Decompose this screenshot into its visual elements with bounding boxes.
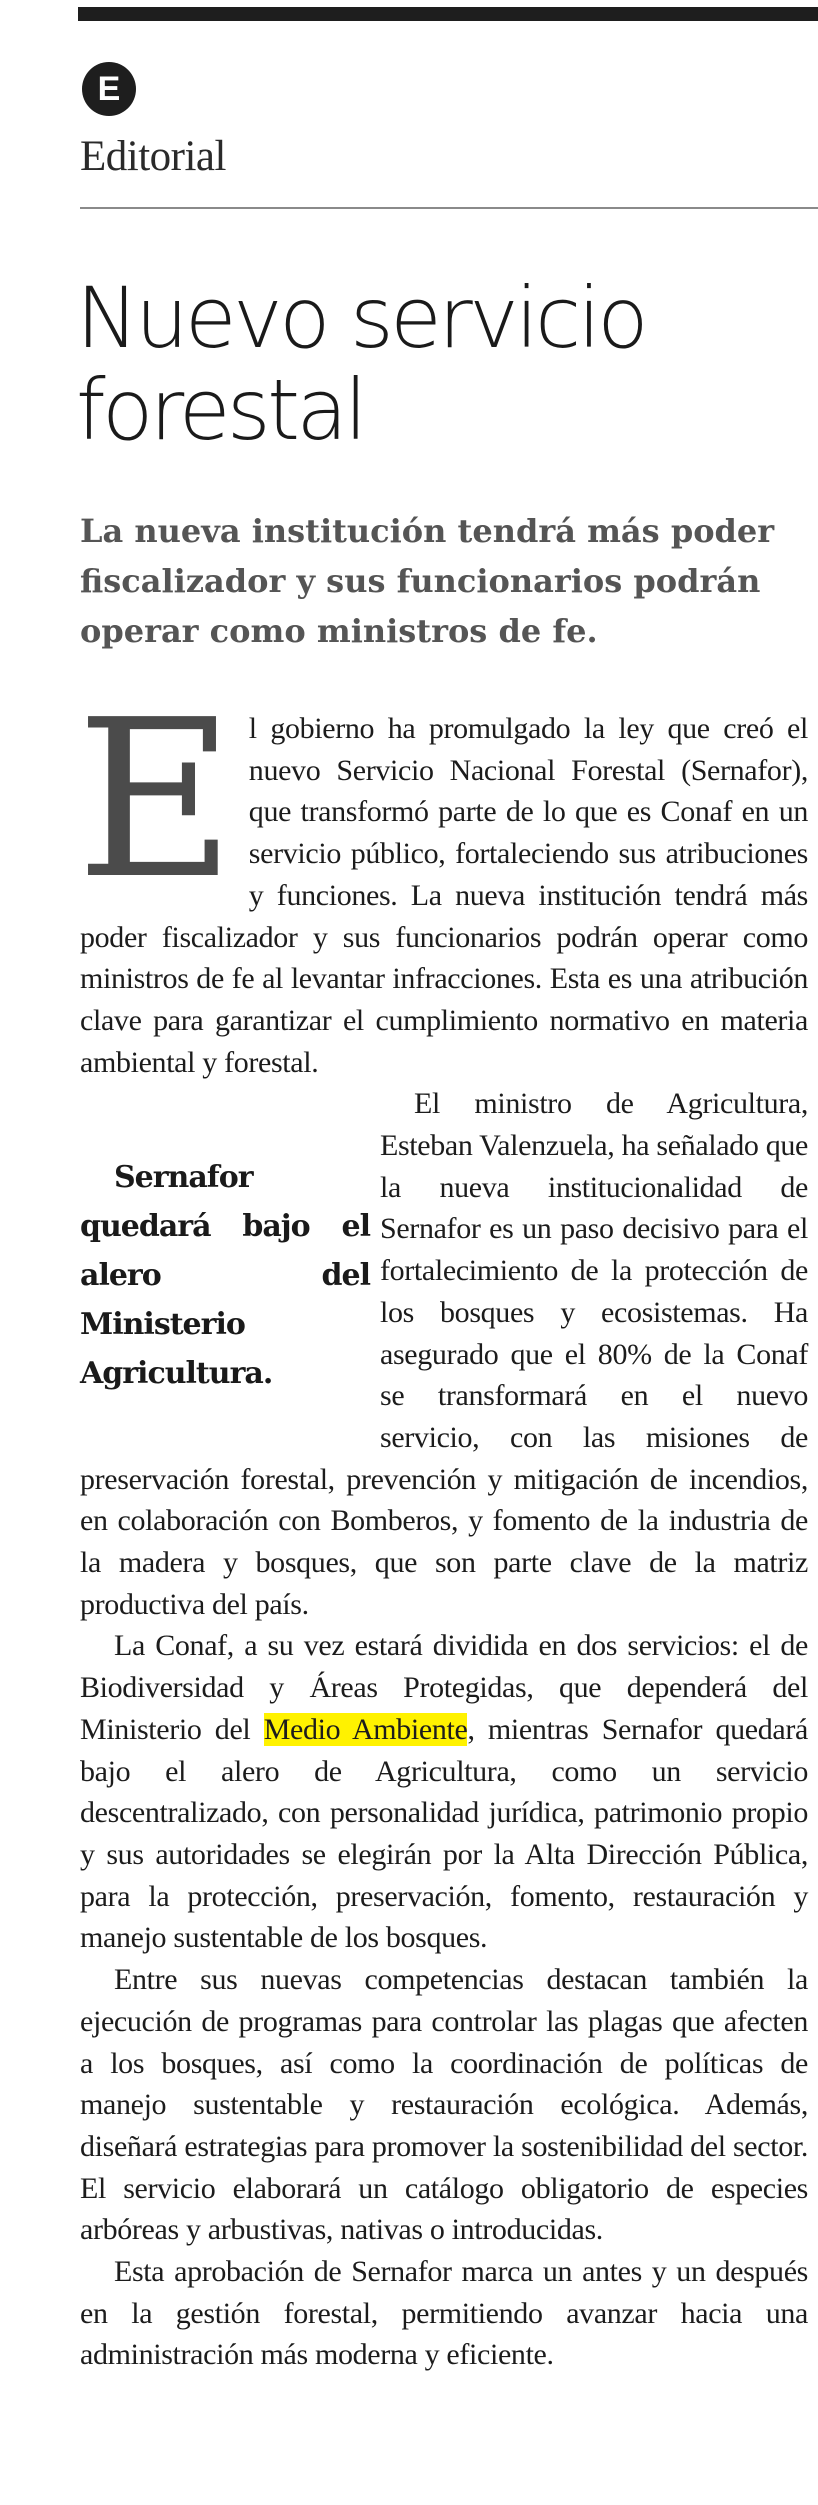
drop-cap: E: [76, 674, 235, 927]
article-deck: La nueva institución tendrá más poder fiscalizador y sus funcionarios podrán operar como ministros de fe.: [80, 512, 775, 650]
paragraph-5: Esta aprobación de Sernafor marca un antes y un después en la gestión forestal, permitiendo avanzar hacia una administración más moderna y eficiente.: [80, 2255, 808, 2372]
section-badge: E: [82, 62, 136, 116]
paragraph-3-text-end: , mientras Sernafor quedará bajo el alero de Agricultura, como un servicio descentralizado, con personalidad jurídica, patrimonio propio y sus autoridades se elegirán por la Alta Dirección Pública, para la protección, preservación, fomento, restauración y manejo sustentable de los bosques.: [80, 1712, 808, 1955]
paragraph-1: [76, 674, 808, 1083]
section-divider: [80, 207, 818, 209]
article-headline: Nuevo servicio forestal: [76, 269, 646, 459]
paragraph-2-text: El ministro de Agricultura, Esteban Valenzuela, ha señalado que la nueva institucionalidad de Sernafor es un paso decisivo para el fortalecimiento de la protección de los bosques y ecosistemas. Ha asegurado que el 80% de la Conaf se transformará en el nuevo servicio, con las misiones de preservación forestal, prevención y mitigación de incendios, en colaboración con Bomberos, y fomento de la industria de la madera y bosques, que son parte clave de la matriz productiva del país.: [80, 1087, 808, 1621]
paragraph-3-text-start: La Conaf, a su vez estará dividida en dos servicios: el de Biodiversidad y Áreas Protegidas, que dependerá del Ministerio del: [80, 1629, 808, 1746]
article-body: [76, 674, 808, 2376]
paragraph-1-text: l gobierno ha promulgado la ley que creó el nuevo Servicio Nacional Forestal (Sernafor), que transformó parte de lo que es Conaf en un servicio público, fortaleciendo sus atribuciones y funciones. La nueva institución tendrá más poder fiscalizador y sus funcionarios podrán operar como ministros de fe al levantar infracciones. Esta es una atribución clave para garantizar el cumplimiento normativo en materia ambiental y forestal.: [80, 712, 808, 1079]
pull-quote: Sernafor quedará bajo el alero del Ministerio Agricultura.: [80, 1160, 370, 1392]
top-rule: [78, 7, 818, 21]
highlighted-text: Medio Ambiente: [263, 1712, 468, 1746]
section-label: Editorial: [80, 133, 226, 180]
paragraph-2: [80, 1083, 808, 1625]
paragraph-4: Entre sus nuevas competencias destacan también la ejecución de programas para controlar las plagas que afecten a los bosques, así como la coordinación de políticas de manejo sustentable y restauración ecológica. Además, diseñará estrategias para promover la sostenibilidad del sector. El servicio elaborará un catálogo obligatorio de especies arbóreas y arbustivas, nativas o introducidas.: [80, 1963, 808, 2247]
paragraph-3: [80, 1625, 808, 1959]
